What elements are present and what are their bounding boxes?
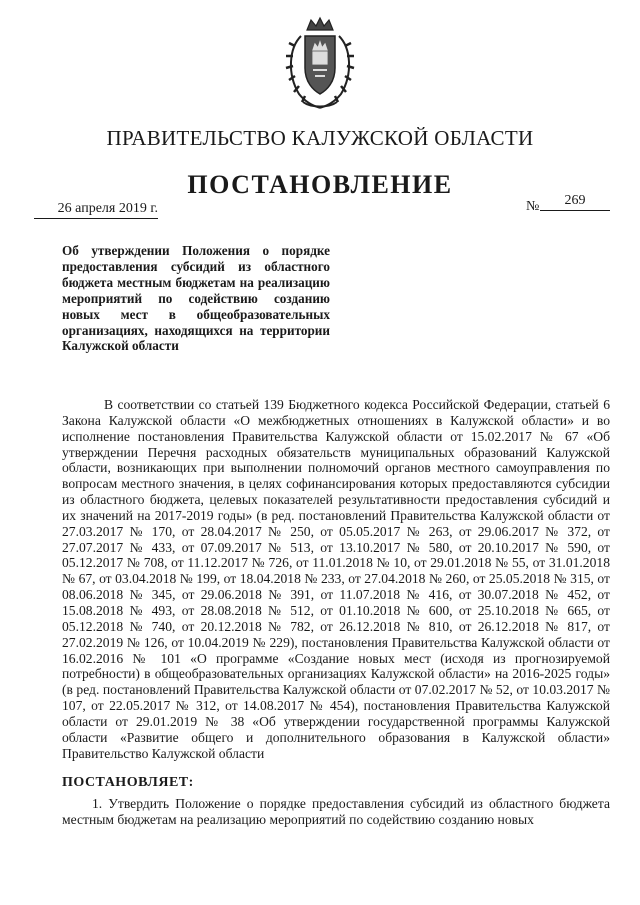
document-number: 269 <box>540 192 610 211</box>
number-label: № <box>526 199 540 214</box>
document-date: 26 апреля 2019 г. <box>34 200 158 219</box>
organization-title: ПРАВИТЕЛЬСТВО КАЛУЖСКОЙ ОБЛАСТИ <box>106 126 534 150</box>
decree-item-1: 1. Утвердить Положение о порядке предоставления субсидий из областного бюджета местным бюджетам на реализацию мероприятий по содействию созданию новых <box>62 796 610 827</box>
document-type-title: ПОСТАНОВЛЕНИЕ <box>187 170 453 199</box>
coat-of-arms-icon <box>281 16 359 112</box>
decree-heading: ПОСТАНОВЛЯЕТ: <box>62 775 194 790</box>
preamble-paragraph: В соответствии со статьей 139 Бюджетного кодекса Российской Федерации, статьей 6 Закона Калужской области «О межбюджетных отношениях в Калужской области» и во исполнение постановления Правительства Калужской области от 15.02.2017 № 67 «Об утверждении Перечня расходных обязательств муниципальных образований Калужской области, возникающих при выполнении полномочий органов местного самоуправления по вопросам местного значения, в целях софинансирования которых предоставляются субсидии из областного бюджета, целевых показателей результативности предоставления субсидий и их значений на 2017-2019 годы» (в ред. постановлений Правительства Калужской области от 27.03.2017 № 170, от 28.04.2017 № 250, от 05.05.2017 № 263, от 29.06.2017 № 372, от 27.07.2017 № 433, от 07.09.2017 № 513, от 13.10.2017 № 580, от 20.10.2017 № 590, от 05.12.2017 № 708, от 11.12.2017 № 726, от 11.01.2018 № 10, от 29.01.2018 № 55, от 31.01.2018 № 67, от 03.04.2018 № 199, от 18.04.2018 № 233, от 27.04.2018 № 260, от 25.05.2018 № 315, от 08.06.2018 № 345, от 29.06.2018 № 391, от 11.07.2018 № 416, от 30.07.2018 № 452, от 15.08.2018 № 493, от 28.08.2018 № 512, от 01.10.2018 № 600, от 25.10.2018 № 665, от 05.12.2018 № 740, от 20.12.2018 № 782, от 26.12.2018 № 810, от 26.12.2018 № 817, от 27.02.2019 № 126, от 10.04.2019 № 229), постановления Правительства Калужской области от 16.02.2016 № 101 «О программе «Создание новых мест (исходя из прогнозируемой потребности) в общеобразовательных организациях Калужской области» на 2016-2025 годы» (в ред. постановлений Правительства Калужской области от 07.02.2017 № 52, от 10.03.2017 № 107, от 22.05.2017 № 312, от 14.08.2017 № 454), постановления Правительства Калужской области от 29.01.2019 № 38 «Об утверждении государственной программы Калужской области «Развитие общего и дополнительного образования в Калужской области» Правительство Калужской области <box>62 397 610 761</box>
document-subject: Об утверждении Положения о порядке предоставления субсидий из областного бюджета местным бюджетам на реализацию мероприятий по содействию созданию новых мест в общеобразовательных организациях, находящихся на территории Калужской области <box>62 243 330 354</box>
